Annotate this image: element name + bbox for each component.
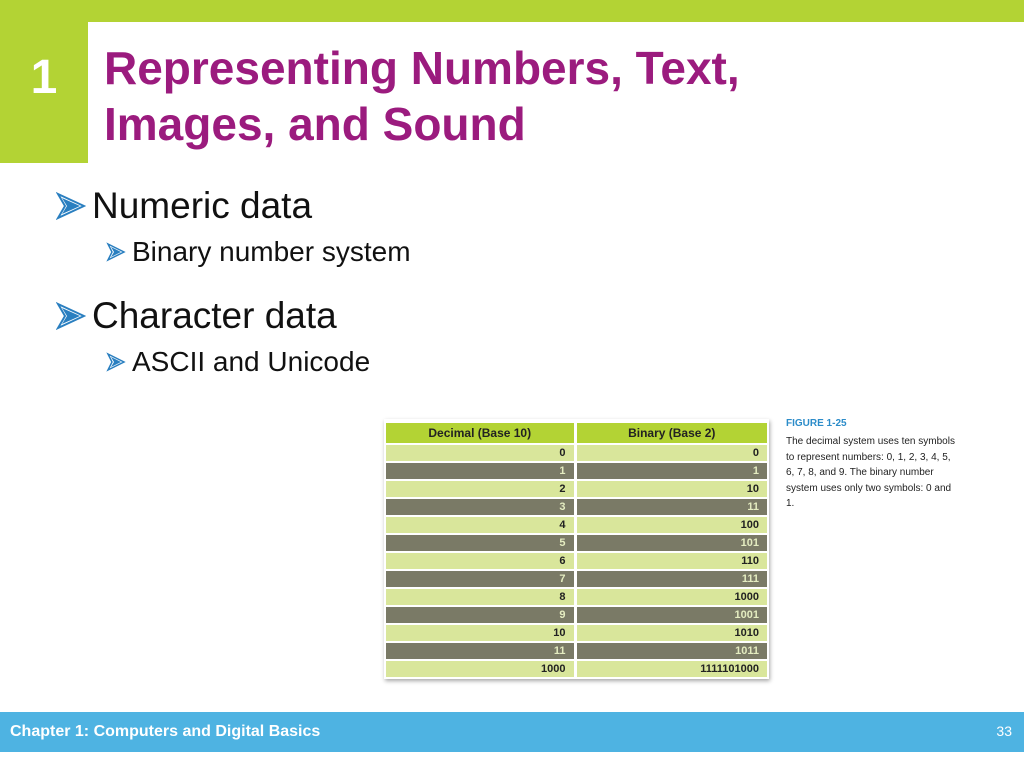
decimal-cell: 6 xyxy=(386,553,577,569)
footer-chapter-title: Chapter 1: Computers and Digital Basics xyxy=(10,723,321,740)
decimal-cell: 4 xyxy=(386,517,577,533)
bullet-character-data xyxy=(56,292,756,340)
column-header-binary: Binary (Base 2) xyxy=(577,423,768,443)
binary-cell: 0 xyxy=(577,445,768,461)
arrow-bullet-icon xyxy=(56,192,86,220)
binary-cell: 1 xyxy=(577,463,768,479)
decimal-cell: 2 xyxy=(386,481,577,497)
table-row xyxy=(386,481,767,497)
decimal-cell: 0 xyxy=(386,445,577,461)
bullet-text: Character data xyxy=(92,295,337,336)
table-row xyxy=(386,661,767,677)
arrow-subbullet-icon xyxy=(106,242,126,262)
slide-title xyxy=(104,40,1004,152)
arrow-bullet-icon xyxy=(56,302,86,330)
decimal-cell: 1 xyxy=(386,463,577,479)
subbullet-ascii-unicode xyxy=(56,340,756,384)
binary-cell: 1011 xyxy=(577,643,768,659)
figure-label: FIGURE 1-25 xyxy=(786,418,847,429)
table-header-row xyxy=(386,423,767,443)
chapter-block xyxy=(0,0,88,163)
binary-cell: 11 xyxy=(577,499,768,515)
figure-caption: The decimal system uses ten symbols to represent numbers: 0, 1, 2, 3, 4, 5, 6, 7, 8, and 9. The binary number system uses only two symbols: 0 and 1. xyxy=(786,436,955,509)
bullet-numeric-data xyxy=(56,182,756,230)
column-header-decimal: Decimal (Base 10) xyxy=(386,423,577,443)
arrow-subbullet-icon xyxy=(106,352,126,372)
binary-cell: 1000 xyxy=(577,589,768,605)
table-row xyxy=(386,589,767,605)
subbullet-text: ASCII and Unicode xyxy=(132,346,371,377)
binary-cell: 1010 xyxy=(577,625,768,641)
bullet-text: Numeric data xyxy=(92,185,313,226)
binary-cell: 110 xyxy=(577,553,768,569)
decimal-cell: 1000 xyxy=(386,661,577,677)
decimal-cell: 7 xyxy=(386,571,577,587)
table-row xyxy=(386,607,767,623)
decimal-binary-table xyxy=(384,419,769,679)
binary-cell: 111 xyxy=(577,571,768,587)
binary-cell: 101 xyxy=(577,535,768,551)
table-row xyxy=(386,553,767,569)
decimal-cell: 8 xyxy=(386,589,577,605)
table-row xyxy=(386,535,767,551)
binary-cell: 10 xyxy=(577,481,768,497)
decimal-cell: 3 xyxy=(386,499,577,515)
top-accent-bar xyxy=(0,0,1024,22)
binary-cell: 100 xyxy=(577,517,768,533)
bullet-list xyxy=(56,182,756,402)
decimal-cell: 9 xyxy=(386,607,577,623)
chapter-number: 1 xyxy=(30,51,58,104)
binary-cell: 1001 xyxy=(577,607,768,623)
subbullet-text: Binary number system xyxy=(132,236,411,267)
title-line-2: Images, and Sound xyxy=(104,98,526,150)
table-row xyxy=(386,463,767,479)
table-row xyxy=(386,499,767,515)
footer-bar xyxy=(0,712,1024,752)
page-number: 33 xyxy=(996,723,1012,739)
decimal-cell: 5 xyxy=(386,535,577,551)
decimal-cell: 10 xyxy=(386,625,577,641)
table-row xyxy=(386,445,767,461)
binary-cell: 1111101000 xyxy=(577,661,768,677)
table-row xyxy=(386,517,767,533)
table-row xyxy=(386,643,767,659)
decimal-cell: 11 xyxy=(386,643,577,659)
subbullet-binary-number-system xyxy=(56,230,756,274)
table-row xyxy=(386,571,767,587)
title-line-1: Representing Numbers, Text, xyxy=(104,42,740,94)
table-row xyxy=(386,625,767,641)
